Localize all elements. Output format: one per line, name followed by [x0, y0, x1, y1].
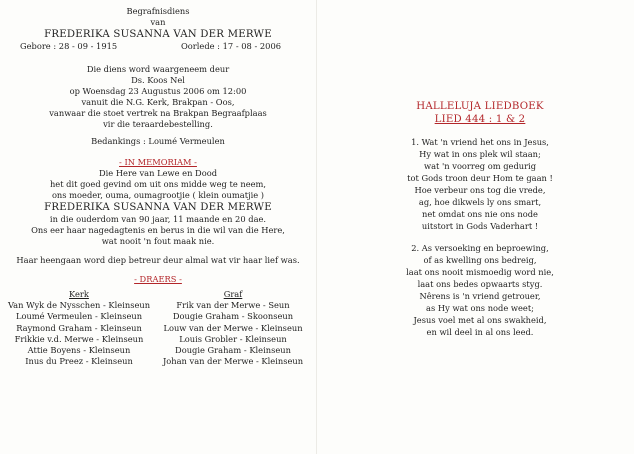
- list-item: Louw van der Merwe - Kleinseun: [163, 322, 303, 333]
- verse-1: [330, 136, 630, 232]
- death-date: Oorlede : 17 - 08 - 2006: [181, 41, 282, 51]
- verse-line: laat ons bedes opwaarts styg.: [417, 279, 543, 289]
- verse-line: laat ons nooit mismoedig word nie,: [406, 267, 554, 277]
- church-header: Kerk: [69, 289, 89, 299]
- memoriam-line: wat nooit 'n fout maak nie.: [101, 236, 215, 246]
- verse-line: as Hy wat ons node weet;: [426, 303, 534, 313]
- service-line: Die diens word waargeneem deur: [86, 64, 230, 74]
- memoriam-title: - IN MEMORIAM -: [119, 157, 197, 167]
- church-pallbearers: [4, 289, 154, 367]
- list-item: Van Wyk de Nysschen - Kleinseun: [7, 300, 151, 311]
- birth-date: Gebore : 28 - 09 - 1915: [20, 41, 118, 51]
- song-reference: LIED 444 : 1 & 2: [434, 114, 526, 125]
- verse-line: 1. Wat 'n vriend het ons in Jesus,: [411, 137, 549, 147]
- verse-line: en wil deel in al ons leed.: [426, 327, 534, 337]
- list-item: Frik van der Merwe - Seun: [176, 300, 290, 311]
- list-item: Raymond Graham - Kleinseun: [16, 322, 142, 333]
- memoriam-line: Die Here van Lewe en Dood: [98, 168, 218, 178]
- memoriam-name: FREDERIKA SUSANNA VAN DER MERWE: [44, 202, 272, 213]
- thanks-line: Bedankings : Loumé Vermeulen: [91, 136, 225, 146]
- hymnbook-title: HALLELUJA LIEDBOEK: [416, 101, 544, 112]
- verse-line: net omdat ons nie ons node: [422, 209, 538, 219]
- van-text: van: [150, 17, 166, 27]
- list-item: Frikkie v.d. Merwe - Kleinseun: [14, 333, 144, 344]
- verse-line: Hoe verbeur ons tog die vrede,: [414, 185, 546, 195]
- verse-line: of as kwelling ons bedreig,: [423, 255, 537, 265]
- list-item: Attie Boyens - Kleinseun: [27, 345, 131, 356]
- service-line: vanwaar die stoet vertrek na Brakpan Begraafplaas: [49, 108, 267, 118]
- draers-title: - DRAERS -: [134, 274, 182, 284]
- service-heading: Begrafnisdiens: [126, 6, 190, 16]
- service-line: op Woensdag 23 Augustus 2006 om 12:00: [69, 86, 247, 96]
- list-item: Loumé Vermeulen - Kleinseun: [15, 311, 143, 322]
- verse-line: Jesus voel met al ons swakheid,: [413, 315, 547, 325]
- right-panel: [330, 100, 630, 338]
- dates-row: [0, 41, 316, 54]
- left-panel: [0, 6, 316, 389]
- service-line: vanuit die N.G. Kerk, Brakpan - Oos,: [81, 97, 235, 107]
- verse-line: tot Gods troon deur Hom te gaan !: [407, 173, 553, 183]
- memoriam-line: het dit goed gevind om uit ons midde weg te neem,: [49, 179, 267, 189]
- grave-header: Graf: [223, 289, 243, 299]
- officiant-name: Ds. Koos Nel: [131, 75, 185, 85]
- verse-line: uitstort in Gods Vaderhart !: [421, 221, 539, 231]
- memoriam-line: ons moeder, ouma, oumagrootjie ( klein oumatjie ): [51, 190, 265, 200]
- memoriam-line: in die ouderdom van 90 jaar, 11 maande en 20 dae.: [49, 214, 267, 224]
- memoriam-line: Ons eer haar nagedagtenis en berus in die wil van die Here,: [31, 225, 285, 235]
- verse-line: Nêrens is 'n vriend getrouer,: [419, 291, 541, 301]
- verse-line: 2. As versoeking en beproewing,: [411, 243, 549, 253]
- deceased-name: FREDERIKA SUSANNA VAN DER MERWE: [44, 29, 272, 40]
- service-line: vir die teraardebestelling.: [103, 119, 213, 129]
- verse-line: Hy wat in ons plek wil staan;: [419, 149, 541, 159]
- grave-pallbearers: [158, 289, 308, 367]
- list-item: Dougie Graham - Skoonseun: [172, 311, 294, 322]
- verse-2: [330, 242, 630, 338]
- list-item: Dougie Graham - Kleinseun: [175, 345, 291, 356]
- verse-line: ag, hoe dikwels ly ons smart,: [418, 197, 542, 207]
- list-item: Inus du Preez - Kleinseun: [25, 356, 133, 367]
- verse-line: wat 'n voorreg om gedurig: [423, 161, 537, 171]
- pallbearers-table: [0, 289, 316, 389]
- list-item: Louis Grobler - Kleinseun: [179, 333, 287, 344]
- mourning-line: Haar heengaan word diep betreur deur almal wat vir haar lief was.: [16, 255, 300, 265]
- center-fold-line: [316, 0, 317, 454]
- list-item: Johan van der Merwe - Kleinseun: [162, 356, 304, 367]
